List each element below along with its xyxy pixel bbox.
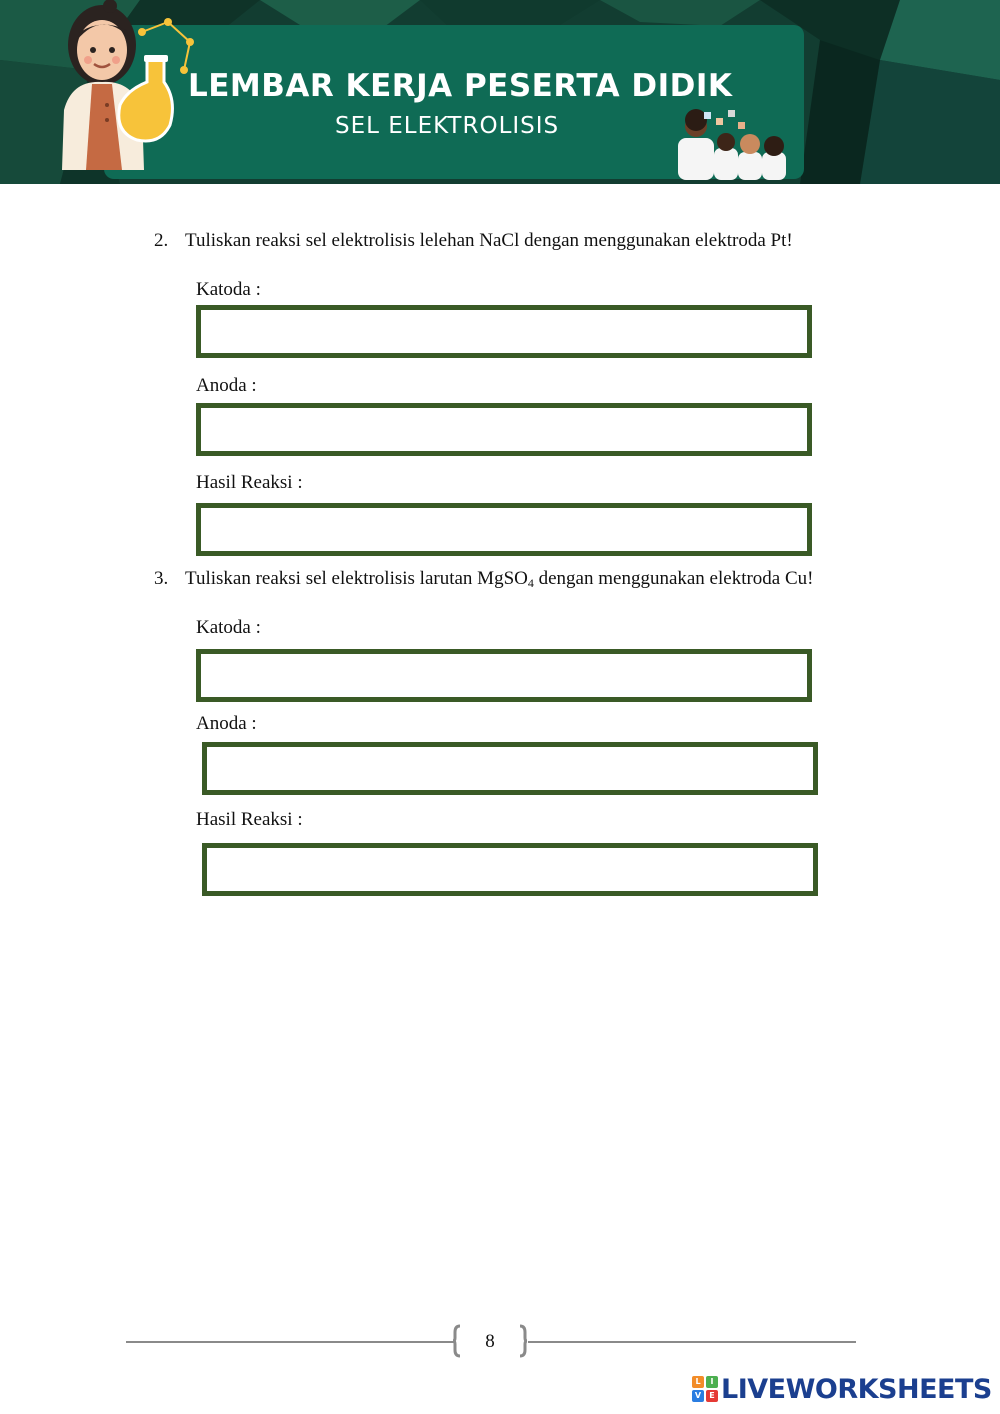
footer-rule-right	[528, 1341, 856, 1343]
page-header	[0, 0, 1000, 184]
left-bracket-icon	[452, 1324, 462, 1358]
q2-hasil-reaksi-answer-box[interactable]	[196, 503, 812, 556]
right-bracket-icon	[518, 1324, 528, 1358]
liveworksheets-logo-icon	[692, 1376, 718, 1402]
worksheet-title: LEMBAR KERJA PESERTA DIDIK	[188, 68, 733, 104]
footer-rule-left	[126, 1341, 456, 1343]
q2-katoda-answer-box[interactable]	[196, 305, 812, 358]
question-3-number: 3.	[154, 568, 169, 589]
q3-katoda-answer-box[interactable]	[196, 649, 812, 702]
q3-hasil-reaksi-answer-box[interactable]	[202, 843, 818, 896]
q3-anoda-answer-box[interactable]	[202, 742, 818, 795]
question-3-text	[185, 568, 814, 590]
q3-anoda-label: Anoda :	[196, 713, 257, 734]
q2-anoda-label: Anoda :	[196, 375, 257, 396]
question-3-text-end: dengan menggunakan elektroda Cu!	[533, 568, 814, 589]
question-2-text: Tuliskan reaksi sel elektrolisis lelehan NaCl dengan menggunakan elektroda Pt!	[185, 230, 793, 251]
question-2-number: 2.	[154, 230, 169, 251]
page-number: 8	[485, 1331, 495, 1352]
liveworksheets-logo-text: LIVEWORKSHEETS	[721, 1373, 992, 1405]
q3-hasil-reaksi-label: Hasil Reaksi :	[196, 809, 303, 830]
question-3-text-main: Tuliskan reaksi sel elektrolisis larutan MgSO	[185, 568, 528, 589]
scientists-group-illustration	[676, 108, 804, 180]
liveworksheets-logo[interactable]	[692, 1372, 992, 1406]
logo-letter-e: E	[706, 1390, 718, 1402]
q2-katoda-label: Katoda :	[196, 279, 261, 300]
q3-katoda-label: Katoda :	[196, 617, 261, 638]
scientist-illustration	[52, 0, 202, 175]
question-3-subscript: 4	[527, 576, 534, 590]
q2-hasil-reaksi-label: Hasil Reaksi :	[196, 472, 303, 493]
worksheet-subtitle: SEL ELEKTROLISIS	[335, 113, 560, 139]
q2-anoda-answer-box[interactable]	[196, 403, 812, 456]
logo-letter-l: L	[692, 1376, 704, 1388]
logo-letter-i: I	[706, 1376, 718, 1388]
logo-letter-v: V	[692, 1390, 704, 1402]
